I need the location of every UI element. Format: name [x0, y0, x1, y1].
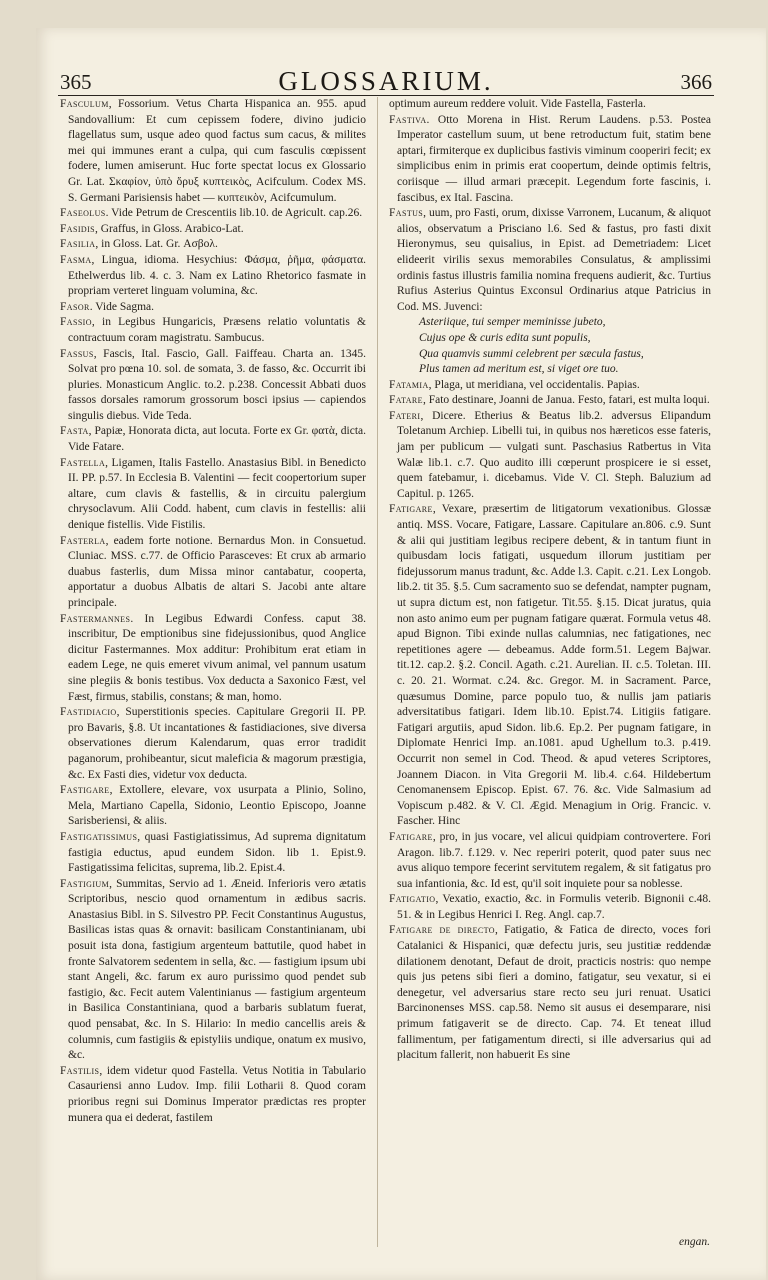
glossary-entry — [389, 830, 711, 892]
glossary-entry — [389, 409, 711, 503]
entry-headword: Fastermannes — [60, 612, 131, 625]
entry-headword: Fasor — [60, 300, 90, 313]
entry-headword: Fastus — [389, 207, 424, 220]
entry-headword: Fasilia — [60, 238, 96, 251]
entry-headword: Fastigium — [60, 877, 110, 890]
glossary-entry — [60, 315, 366, 346]
glossary-entry — [389, 97, 711, 113]
entry-text: , Superstitionis species. Capitulare Gregorii II. PP. pro Bavaris, §.8. Ut incantationes & fastidiaciones, sive diversa observationes dierum Kalendarum, quas error tradidit paganorum, prohibeantur, sicut maleficia & magorum præstigia, &c. Ex Fasti dies, videtur vox deducta. — [68, 706, 366, 781]
entry-text: . Otto Morena in Hist. Rerum Laudens. p.53. Postea Imperator castellum suum, ut bene retroductum fuit, statim bene aptari, firmiterque ex duplicibus fastivis viminum cooperiri fecit; ex simplicibus enim in primis erat coopertum, deinde optimis feltris, coriisque — illud armari præcepit. Legendum forte fascinis, i. fascibus, ex Ital. Fascina. — [397, 113, 711, 204]
glossary-entry — [389, 113, 711, 207]
entry-headword: Fastilis — [60, 1064, 100, 1077]
entry-headword: Fatigatio — [389, 893, 436, 906]
glossary-entry — [60, 253, 366, 300]
entry-text: , uum, pro Fasti, orum, dixisse Varronem, Lucanum, & aliquot alios, observatum a Prisciano l.6. Sed & fastus, pro fasti dixit Hieronymus, seu quisalius, in Epist. ad Demetriadem: Licet elideerit virilis sexus memorabiles Consulatus, & amplissimi ordinis fastus illustris familia nomina frequens audierit, &c. Turtius Rufius Asterius Quintus Exconsul Ordinarius atque Patricius in Cod. MS. Juvenci: — [397, 207, 711, 313]
verse-line: Qua quamvis summi celebrent per sæcula fastus, — [419, 347, 644, 360]
entry-headword: Fatare — [389, 394, 423, 407]
entry-headword: Fatamia — [389, 378, 429, 391]
page-header — [60, 66, 712, 94]
glossary-entry — [60, 830, 366, 877]
glossary-entry — [389, 378, 711, 394]
glossary-entry — [60, 424, 366, 455]
entry-text: , Dicere. Etherius & Beatus lib.2. adversus Elipandum Toletanum Archiep. Libelli tui, in quibus nos hæreticos esse fateris, jam per publicum — vulgati sunt. Paschasius Ratbertus in Vita Walæ lib.1. c.7. Quo audito illi cœperunt prospicere ie si esset, quem fatebamur, i. dicebamus. Vide V. Cl. Steph. Baluzium ad Capitul. p. 1265. — [397, 409, 711, 500]
entry-text: , Summitas, Servio ad 1. Æneid. Inferioris vero ætatis Scriptoribus, nescio quod ornamentum in ædibus sacris. Anastasius Bibl. in S. Silvestro PP. Fecit Constantinus Augustus, Basilicas istas quas & ornavit: basilicam Constantinianam, ubi posuit ista dona, fastigium argenteum battutile, quod habet in fronte Salvatorem sedentem in sella, &c. — fastigium ipsum ubi stant Angeli, &c. farum ex auro purissimo quod pendet sub fastigio, &c. Fecit autem Valentinianus — fastigium argenteum in Basilica Constantiniana, quod a barbaris sublatum fuerat, quod pensabat, &c. In S. Hilario: In medio cancellis areis & columnis, cum fastigiis & epistyliis undique, onatum ex musivo, &c. — [68, 877, 366, 1062]
glossary-entry — [60, 1064, 366, 1126]
glossary-entry — [60, 534, 366, 612]
glossary-entry — [60, 300, 366, 316]
glossary-entry — [60, 222, 366, 238]
right-column — [389, 97, 711, 1247]
entry-text: . In Legibus Edwardi Confess. caput 38. inscribitur, De emptionibus sine fidejussionibus, quod Anglice dicitur Fastermannes. Mox additur: Prohibitum erat etiam in eadem Lege, ne quis emeret vivum animal, vel pannum usatum sine plegiis & bonis testibus. Vox deducta a Saxonico Fæst, vel Fæst, firmus, stabilis, constans; & man, homo. — [68, 612, 366, 703]
glossary-entry — [389, 923, 711, 1063]
page-number-right: 366 — [680, 70, 712, 94]
entry-headword: Fassus — [60, 347, 94, 360]
entry-text: , Vexare, præsertim de litigatorum vexationibus. Glossæ antiq. MSS. Vocare, Fatigare, Lassare. Capitulare an.806. c.9. Sunt & alii qui justitiam legibus recipere debent, & in tantum fiunt in quibusdam locis fatigati, usquedum illorum justitiam per fidejussorum manus tradunt, &c. Adde l.3. Capit. c.21. Lex Longob. lib.2. tit 35. §.5. Cum sacramento suo se defendat, nampter pugnam, ut supra dictum est, non fatigetur. Tit.55. §.15. Dicat juratus, quia non asto animo eum per pugnam fatigare quærat. Formula vetus 48. apud Bignon. Tibi exinde nullas calumnias, nec fatigationes, nec repetitiones agere — debeamus. Adde form.51. Legem Bajwar. tit.12. cap.2. §.2. Concil. Agath. c.21. Aurelian. II. c.5. Toletan. III. c. 20. 21. Wormat. c.24. &c. Gregor. M. in Sacrament. Parce, quæsumus Domine, parce populo tuo, & nullis jam patiaris adversitatibus fatigari. Idem lib.10. Epist.74. Litigiis fatigare. Fatigari argutiis, apud Sidon. lib.6. Ep.2. Per pugnam fatigare, in Diplomate Henrici Imp. an.1081. apud Ughellum to.3. p.419. Occurrit non semel in Cod. Theod. & apud veteres Scriptores, Joannem Diacon. in Vita Gregorii M. lib.4. c.64. Hildebertum Cenomanensem Episcop. Epist. 67. 76. &c. Vide Salmasium ad Vopiscum p.482. & V. Cl. Ægid. Menagium in Orig. Francic. v. Fascher. Hinc — [397, 503, 711, 828]
entry-headword: Fasma — [60, 253, 92, 266]
glossary-entry — [60, 877, 366, 1064]
entry-headword: Fassio — [60, 316, 92, 329]
entry-text: , Lingua, idioma. Hesychius: Φάσμα, ῥῆμα, φάσματα. Ethelwerdus lib. 4. c. 3. Nam ex Latino Rhetorico fasmate in propriam verteret linguam volumina, &c. — [68, 253, 366, 298]
glossary-entry — [60, 347, 366, 425]
entry-text: , Plaga, ut meridiana, vel occidentalis. Papias. — [428, 378, 640, 391]
entry-text: , Graffus, in Gloss. Arabico-Lat. — [94, 222, 244, 235]
entry-text: , eadem forte notione. Bernardus Mon. in Consuetud. Cluniac. MSS. c.77. de Officio Parasceves: Et crux ab armario duabus fasterlis, dum Missa minor cantabatur, cooperta, apportatur a duobus Albatis de altari S. Jacobi ante altare principale. — [68, 534, 366, 609]
entry-text: , idem videtur quod Fastella. Vetus Notitia in Tabulario Casauriensi anno Ludov. Imp. filii Lotharii 8. Quod coram prioribus regni sui Dominus Imperator prædictas res propter munera qua ei dederat, fastilem — [68, 1064, 366, 1124]
entry-text: , Papiæ, Honorata dicta, aut locuta. Forte ex Gr. φατὰ, dicta. Vide Fatare. — [68, 425, 366, 454]
entry-headword: Fasterla — [60, 534, 106, 547]
verse-line: Asteriique, tui semper meminisse jubeto, — [419, 316, 606, 329]
entry-headword: Fastigatissimus — [60, 830, 138, 843]
entry-text: , in Legibus Hungaricis, Præsens relatio voluntatis & contractuum coram magistratu. Sambucus. — [68, 316, 366, 344]
glossary-entry — [60, 783, 366, 830]
entry-headword: Fasidis — [60, 222, 95, 235]
glossary-entry — [60, 705, 366, 783]
entry-headword: Fateri — [389, 409, 421, 422]
entry-text: , in Gloss. Lat. Gr. Ασβολ. — [95, 238, 218, 251]
entry-headword: Fasta — [60, 425, 89, 438]
entry-headword: Fastella — [60, 456, 106, 469]
glossary-entry — [389, 206, 711, 315]
running-title: GLOSSARIUM. — [278, 66, 494, 96]
catchword: engan. — [679, 1236, 710, 1248]
entry-text: , Ligamen, Italis Fastello. Anastasius Bibl. in Benedicto II. PP. p.57. In Ecclesia B. Valentini — fecit coopertorium super altare, cum clavis & fastellis, & in circuitu palergium chrysoclavum. Alii Codd. habent, cum clavis in festellis: alii denique fistellis. Vide Fistilis. — [68, 456, 366, 532]
entry-text: , Fascis, Ital. Fascio, Gall. Faiffeau. Charta an. 1345. Solvat pro pœna 10. sol. de somata, 3. de fasso, &c. Occurrit ibi pluries. Monasticum Anglic. to.2. p.238. Concessit Abbati duos fassos dorsales ramorum grossorum bosci ipsius — capiendos singulis diebus. Vide Teda. — [68, 347, 366, 422]
entry-text: , Fato destinare, Joanni de Janua. Festo, fatari, est multa loqui. — [422, 394, 710, 407]
entry-headword: Faseolus — [60, 207, 106, 220]
page-number-left: 365 — [60, 70, 92, 94]
entry-headword: Fatigare — [389, 830, 433, 843]
entry-text: , Vexatio, exactio, &c. in Formulis veterib. Bignonii c.48. 51. & in Legibus Henrici I. Reg. Angl. cap.7. — [397, 893, 711, 921]
left-column — [60, 97, 366, 1247]
glossary-entry — [389, 892, 711, 923]
entry-text: . Vide Petrum de Crescentiis lib.10. de Agricult. cap.26. — [105, 207, 363, 220]
entry-text: , quasi Fastigiatissimus, Ad suprema dignitatum fastigia eductus, apud eundem Sidon. lib 1. Epist.9. Fastigatissima felicitas, suprema, lib.2. Epist.4. — [68, 830, 366, 875]
glossary-entry — [60, 456, 366, 534]
entry-headword: Fatigare de directo — [389, 924, 495, 937]
entry-headword: Fastidiacio — [60, 706, 117, 719]
verse-line: Plus tamen ad meritum est, si viget ore tuo. — [419, 363, 619, 376]
glossary-entry — [389, 502, 711, 829]
entry-headword: Fasculum — [60, 98, 109, 110]
entry-headword: Fatigare — [389, 503, 433, 516]
entry-headword: Fastiva — [389, 113, 427, 126]
glossary-entry — [60, 206, 366, 222]
entry-text: , Fatigatio, & Fatica de directo, voces fori Catalanici & Hispanici, quæ defectu juris, seu justitiæ reddendæ dilationem denotant, Defaut de droit, practicis nostris: quo nempe quis jus petens sibi fieri a domino, fatigatur, seu vexatur, si ei denegetur, vel adversarius stare recto seu juri renuat. Usatici Barcinonenses MSS. cap.58. Nemo sit ausus ei desemparare, nisi primum fatigaverit se de directo. Cap. 74. Et teneat illud fallimentum, per fatigamentum directi, si ille adversarius qui ad placitum fallerit, non habuerit Es sine — [397, 924, 711, 1062]
glossary-entry — [60, 612, 366, 706]
entry-text: . Vide Sagma. — [89, 300, 155, 313]
verse-line: Cujus ope & curis edita sunt populis, — [419, 331, 591, 344]
glossary-entry — [60, 237, 366, 253]
column-divider — [377, 97, 378, 1247]
entry-text: , Extollere, elevare, vox usurpata a Plinio, Solino, Mela, Martiano Capella, Sidonio, Leontio Episcopo, Joanne Sarisberiensi, & aliis. — [68, 784, 366, 828]
entry-text: optimum aureum reddere voluit. Vide Fastella, Fasterla. — [389, 98, 646, 110]
entry-text: , Fossorium. Vetus Charta Hispanica an. 955. apud Sandovallium: Et cum cepissem fodere, divino judicio flagellatus sum, usque adeo quod factus sum cacus, & milites mei qui immunes erant a culpa, qui cum fasculis cœpissent fodere, lumen amiserunt. Huc forte spectat locus ex Glossario Gr. Lat. Σκαφίον, ὑπὸ ὄρυξ κυπτεικὸς, Acifculum. Codex MS. S. Germani Parisiensis habet — κυπτεικὸν, Acifcumulum. — [68, 98, 366, 204]
entry-text: , pro, in jus vocare, vel alicui quidpiam controvertere. Fori Aragon. lib.7. f.129. v. Nec reperiri poterit, quod pater suus nec avus aliquo tempore fecerint servitutem regalem, & sit fatigatus pro sua infantionia, &c. Id est, qu'il soit inquiete pour sa noblesse. — [397, 830, 711, 890]
glossary-entry — [389, 393, 711, 409]
header-rule — [58, 95, 714, 96]
glossary-entry — [60, 97, 366, 206]
entry-headword: Fastigare — [60, 784, 110, 797]
